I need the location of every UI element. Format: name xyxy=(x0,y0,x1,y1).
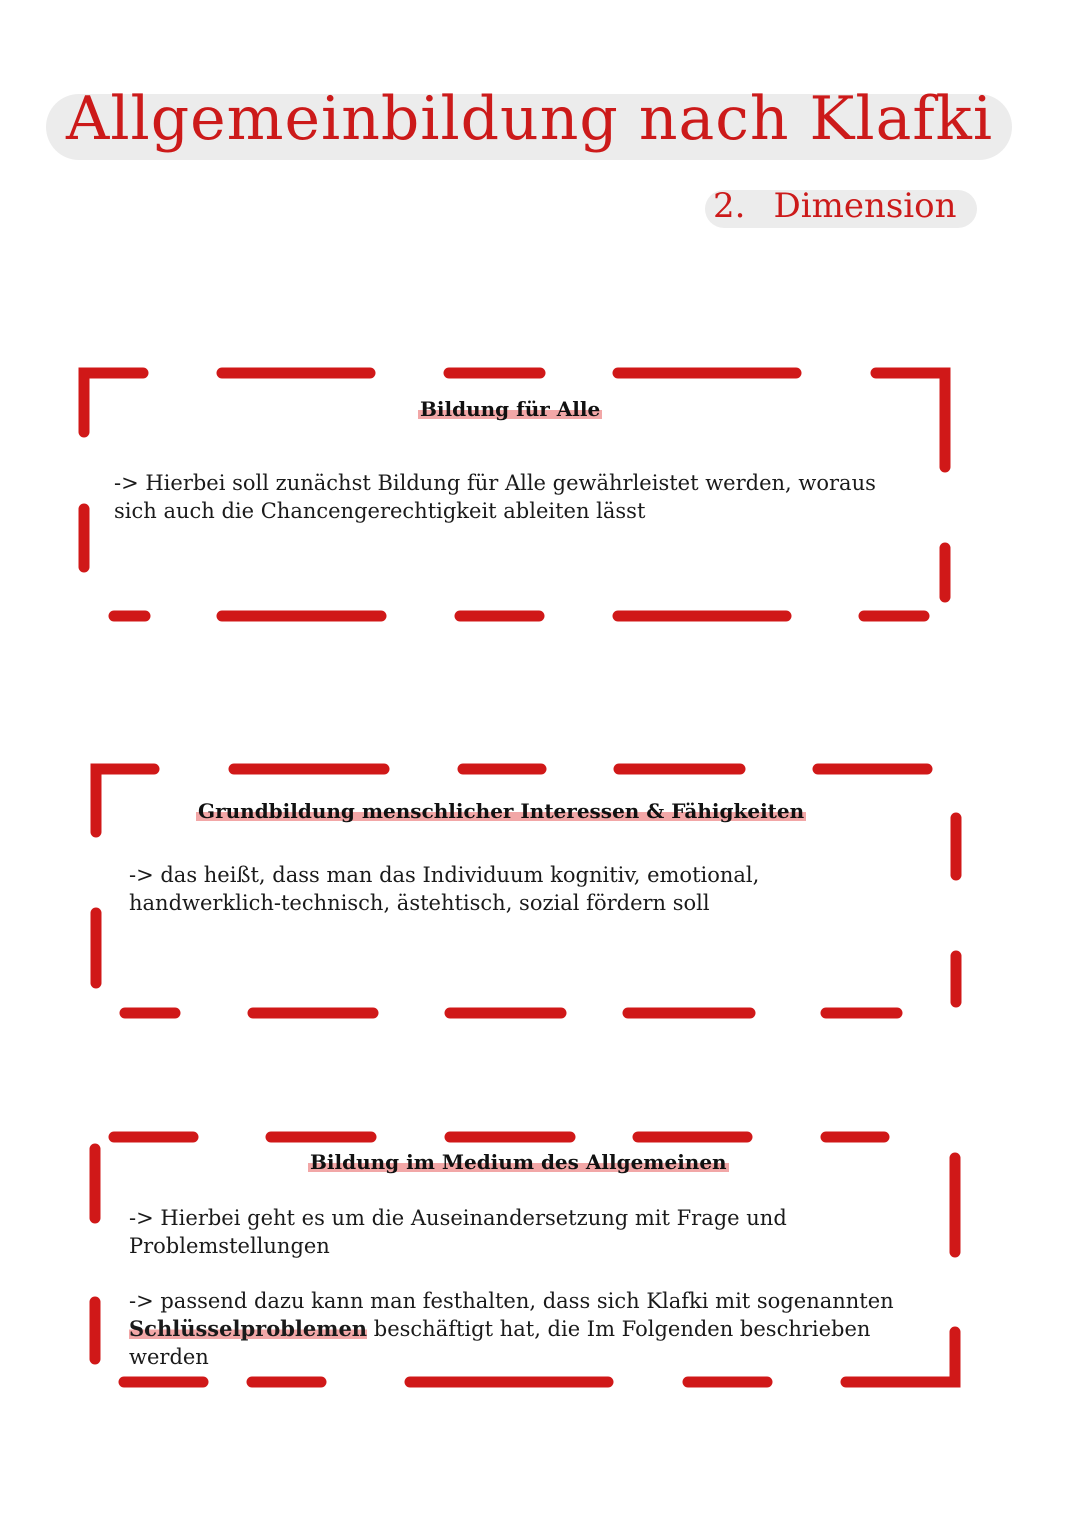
box-3-text-2-after: beschäftigt hat, die Im Folgenden beschrieben werden xyxy=(129,1317,871,1369)
box-3-text-2-before: -> passend dazu kann man festhalten, dass sich Klafki mit sogenannten xyxy=(129,1289,894,1313)
box-2-heading: Grundbildung menschlicher Interessen & Fähigkeiten xyxy=(198,799,805,823)
box-1-heading: Bildung für Alle xyxy=(420,397,601,421)
box-1-text: -> Hierbei soll zunächst Bildung für Alle gewährleistet werden, woraus sich auch die Chancengerechtigkeit ableiten lässt xyxy=(114,471,876,523)
keyword-highlight: Schlüsselproblemen xyxy=(129,1316,368,1341)
box-2-text: -> das heißt, dass man das Individuum kognitiv, emotional, handwerklich-technisch, ästehtisch, sozial fördern soll xyxy=(129,863,760,915)
box-3-heading: Bildung im Medium des Allgemeinen xyxy=(310,1150,727,1174)
subtitle-number: 2. xyxy=(713,186,746,226)
subtitle-label: Dimension xyxy=(773,186,957,226)
box-3-text-2 xyxy=(129,1287,919,1371)
page-title: Allgemeinbildung nach Klafki xyxy=(66,84,994,154)
box-3-text-1: -> Hierbei geht es um die Auseinandersetzung mit Frage und Problemstellungen xyxy=(129,1206,787,1258)
